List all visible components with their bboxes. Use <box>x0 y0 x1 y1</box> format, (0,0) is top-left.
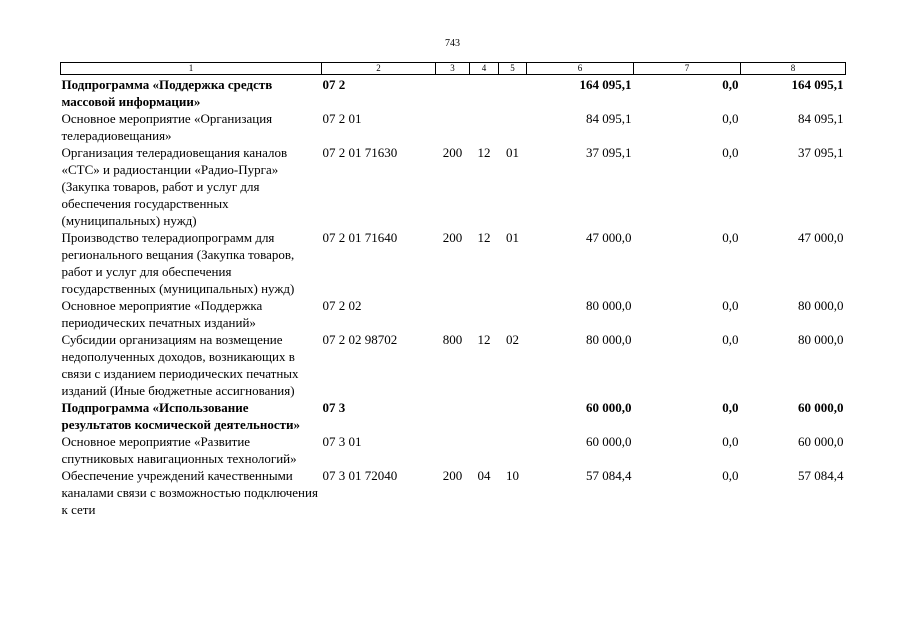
column-header-6: 6 <box>527 63 634 75</box>
page-number: 743 <box>445 38 460 49</box>
row-amount-col7: 0,0 <box>722 145 739 160</box>
row-amount-col6: 57 084,4 <box>586 468 632 483</box>
row-name: Субсидии организациям на возмещение недополученных доходов, возникающих в связи с изданием периодических печатных изданий (Иные бюджетные ассигнования) <box>61 332 299 398</box>
row-amount-col7: 0,0 <box>722 400 739 415</box>
row-expense-type <box>436 297 470 331</box>
column-header-5: 5 <box>499 63 527 75</box>
row-section: 12 <box>477 332 491 347</box>
row-subsection: 02 <box>506 332 519 347</box>
table-row <box>61 75 846 111</box>
row-section: 12 <box>477 230 491 245</box>
row-amount-col8: 47 000,0 <box>798 230 844 245</box>
column-header-1: 1 <box>61 63 322 75</box>
row-amount-col7: 0,0 <box>722 230 739 245</box>
table-row <box>61 399 846 433</box>
row-target-code: 07 3 01 72040 <box>322 468 398 483</box>
row-section: 12 <box>477 145 491 160</box>
row-target-code: 07 2 <box>322 77 346 92</box>
table-row <box>61 467 846 518</box>
row-amount-col6: 37 095,1 <box>586 145 632 160</box>
column-header-2: 2 <box>322 63 436 75</box>
column-header-3: 3 <box>436 63 470 75</box>
row-amount-col7: 0,0 <box>722 77 739 92</box>
row-amount-col6: 60 000,0 <box>586 400 632 415</box>
row-amount-col6: 47 000,0 <box>586 230 632 245</box>
row-subsection: 10 <box>506 468 519 483</box>
row-amount-col6: 80 000,0 <box>586 298 632 313</box>
row-name: Подпрограмма «Поддержка средств массовой информации» <box>61 77 273 109</box>
row-expense-type <box>436 110 470 144</box>
row-amount-col6: 60 000,0 <box>586 434 632 449</box>
row-amount-col7: 0,0 <box>722 468 739 483</box>
row-subsection <box>499 75 527 111</box>
row-name: Основное мероприятие «Поддержка периодических печатных изданий» <box>61 298 263 330</box>
row-target-code: 07 3 <box>322 400 346 415</box>
table-row <box>61 331 846 399</box>
row-name: Основное мероприятие «Организация телерадиовещания» <box>61 111 273 143</box>
row-section <box>470 75 499 111</box>
row-target-code: 07 2 01 71630 <box>322 145 398 160</box>
column-header-7: 7 <box>634 63 741 75</box>
row-target-code: 07 2 02 <box>322 298 362 313</box>
row-amount-col7: 0,0 <box>722 434 739 449</box>
row-name: Основное мероприятие «Развитие спутниковых навигационных технологий» <box>61 434 297 466</box>
row-amount-col7: 0,0 <box>722 111 739 126</box>
row-section: 04 <box>477 468 491 483</box>
row-subsection <box>499 433 527 467</box>
row-subsection: 01 <box>506 230 519 245</box>
row-target-code: 07 3 01 <box>322 434 362 449</box>
row-expense-type: 200 <box>442 230 463 245</box>
row-amount-col8: 37 095,1 <box>798 145 844 160</box>
row-name: Производство телерадиопрограмм для регионального вещания (Закупка товаров, работ и услуг для обеспечения государственных (муниципальных) нужд) <box>61 230 295 296</box>
row-amount-col8: 60 000,0 <box>798 400 844 415</box>
column-number-header <box>61 63 846 75</box>
row-amount-col8: 80 000,0 <box>798 298 844 313</box>
row-expense-type <box>436 399 470 433</box>
row-subsection: 01 <box>506 145 519 160</box>
column-header-4: 4 <box>470 63 499 75</box>
row-amount-col8: 84 095,1 <box>798 111 844 126</box>
row-amount-col8: 164 095,1 <box>791 77 844 92</box>
row-name: Обеспечение учреждений качественными каналами связи с возможностью подключения к сети <box>61 468 318 517</box>
table-row <box>61 110 846 144</box>
row-subsection <box>499 297 527 331</box>
table-row <box>61 433 846 467</box>
row-expense-type <box>436 75 470 111</box>
row-amount-col7: 0,0 <box>722 298 739 313</box>
row-expense-type <box>436 433 470 467</box>
row-section <box>470 399 499 433</box>
row-expense-type: 200 <box>442 145 463 160</box>
row-section <box>470 433 499 467</box>
row-expense-type: 200 <box>442 468 463 483</box>
table-row <box>61 297 846 331</box>
row-amount-col8: 57 084,4 <box>798 468 844 483</box>
column-header-8: 8 <box>741 63 846 75</box>
table-row <box>61 144 846 229</box>
row-subsection <box>499 399 527 433</box>
row-amount-col6: 164 095,1 <box>579 77 632 92</box>
row-target-code: 07 2 01 <box>322 111 362 126</box>
row-amount-col8: 60 000,0 <box>798 434 844 449</box>
row-subsection <box>499 110 527 144</box>
table-row <box>61 229 846 297</box>
budget-table <box>60 62 846 518</box>
row-target-code: 07 2 02 98702 <box>322 332 398 347</box>
row-name: Подпрограмма «Использование результатов космической деятельности» <box>61 400 301 432</box>
row-section <box>470 297 499 331</box>
row-amount-col8: 80 000,0 <box>798 332 844 347</box>
row-target-code: 07 2 01 71640 <box>322 230 398 245</box>
row-name: Организация телерадиовещания каналов «СТС» и радиостанции «Радио-Пурга» (Закупка товаров, работ и услуг для обеспечения государственных (муниципальных) нужд) <box>61 145 288 228</box>
row-amount-col7: 0,0 <box>722 332 739 347</box>
row-amount-col6: 84 095,1 <box>586 111 632 126</box>
row-section <box>470 110 499 144</box>
row-expense-type: 800 <box>442 332 463 347</box>
row-amount-col6: 80 000,0 <box>586 332 632 347</box>
